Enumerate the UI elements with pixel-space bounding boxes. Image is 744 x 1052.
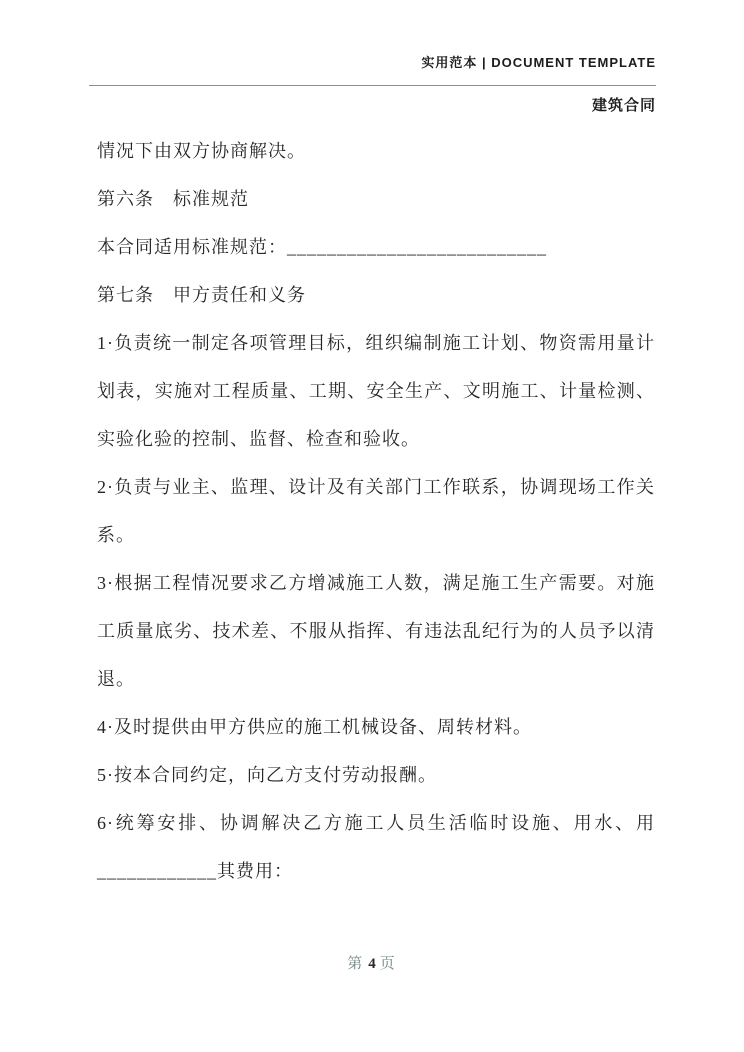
document-type-label: 建筑合同 [591, 98, 656, 114]
paragraph-line: 系。 [97, 525, 135, 545]
paragraph-line: 本合同适用标准规范：__________________________ [97, 237, 547, 257]
paragraph-line: 情况下由双方协商解决。 [97, 141, 306, 161]
paragraph-line: 3·根据工程情况要求乙方增减施工人数，满足施工生产需要。对施 [97, 573, 655, 593]
paragraph-line: 4·及时提供由甲方供应的施工机械设备、周转材料。 [97, 717, 532, 737]
paragraph-line: 1·负责统一制定各项管理目标，组织编制施工计划、物资需用量计 [97, 333, 655, 353]
header-divider [89, 85, 656, 86]
paragraph-line: 工质量底劣、技术差、不服从指挥、有违法乱纪行为的人员予以清 [97, 621, 655, 641]
document-body [97, 127, 655, 895]
paragraph-line: 6·统筹安排、协调解决乙方施工人员生活临时设施、用水、用 [97, 813, 655, 833]
page-number-prefix: 第 [347, 956, 365, 972]
header-brand-text: 实用范本 | DOCUMENT TEMPLATE [421, 55, 656, 70]
paragraph-line: 2·负责与业主、监理、设计及有关部门工作联系，协调现场工作关 [97, 477, 655, 497]
page-number-suffix: 页 [379, 956, 397, 972]
paragraph-line: 第六条 标准规范 [97, 189, 249, 209]
paragraph-line: 退。 [97, 669, 135, 689]
paragraph-line: 划表，实施对工程质量、工期、安全生产、文明施工、计量检测、 [97, 381, 655, 401]
paragraph-line: 第七条 甲方责任和义务 [97, 285, 306, 305]
page-header [89, 0, 656, 115]
page-footer [0, 952, 744, 973]
paragraph-line: ____________其费用： [97, 861, 293, 881]
paragraph-line: 5·按本合同约定，向乙方支付劳动报酬。 [97, 765, 437, 785]
paragraph-line: 实验化验的控制、监督、检查和验收。 [97, 429, 420, 449]
page-number: 4 [368, 956, 376, 972]
